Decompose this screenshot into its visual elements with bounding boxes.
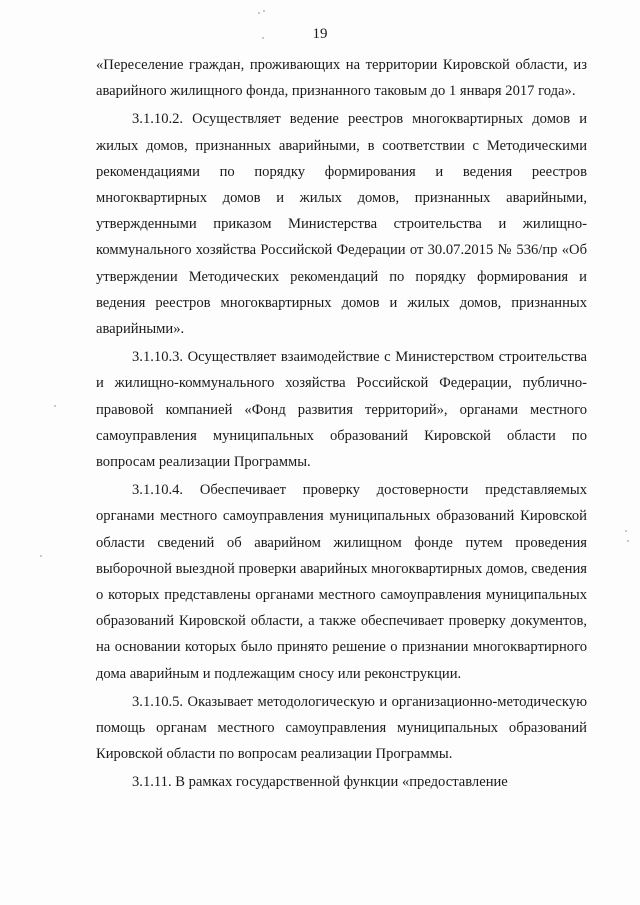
paragraph-continuation: «Переселение граждан, проживающих на территории Кировской области, из аварийного жилищного фонда, признанного таковым до 1 января 2017 года». xyxy=(96,57,587,100)
paragraph-3-1-10-5: 3.1.10.5. Оказывает методологическую и организационно-методическую помощь органам местного самоуправления муниципальных образований Кировской области по вопросам реализации Программы. xyxy=(96,693,587,763)
paragraph-3-1-10-2: 3.1.10.2. Осуществляет ведение реестров многоквартирных домов и жилых домов, признанных аварийными, в соответствии с Методическими рекомендациями по порядку формирования и ведения реестров многоквартирных домов и жилых домов, признанных аварийными, утвержденными приказом Министерства строительства и жилищно-коммунального хозяйства Российской Федерации от 30.07.2015 № 536/пр «Об утверждении Методических рекомендаций по порядку формирования и ведения реестров многоквартирных домов и жилых домов, признанных аварийными». xyxy=(96,111,587,338)
scan-speck xyxy=(262,37,264,39)
scan-speck xyxy=(625,530,627,532)
paragraph-3-1-11: 3.1.11. В рамках государственной функции «предоставление xyxy=(132,774,508,791)
document-body xyxy=(96,52,587,796)
scan-speck xyxy=(263,10,265,12)
paragraph-3-1-10-3: 3.1.10.3. Осуществляет взаимодействие с Министерством строительства и жилищно-коммунального хозяйства Российской Федерации, публично-правовой компанией «Фонд развития территорий», органами местного самоуправления муниципальных образований Кировской области по вопросам реализации Программы. xyxy=(96,349,587,471)
scan-speck xyxy=(627,540,629,542)
scan-speck xyxy=(258,12,260,14)
page-number: 19 xyxy=(312,26,328,42)
paragraph-3-1-10-4: 3.1.10.4. Обеспечивает проверку достоверности представляемых органами местного самоуправления муниципальных образований Кировской области сведений об аварийном жилищном фонде путем проведения выборочной выездной проверки аварийных многоквартирных домов, сведения о которых представлены органами местного самоуправления муниципальных образований Кировской области, а также обеспечивает проверку документов, на основании которых было принято решение о признании многоквартирного дома аварийным и подлежащим сносу или реконструкции. xyxy=(96,482,587,682)
scan-speck xyxy=(54,405,56,407)
scan-speck xyxy=(40,555,42,557)
